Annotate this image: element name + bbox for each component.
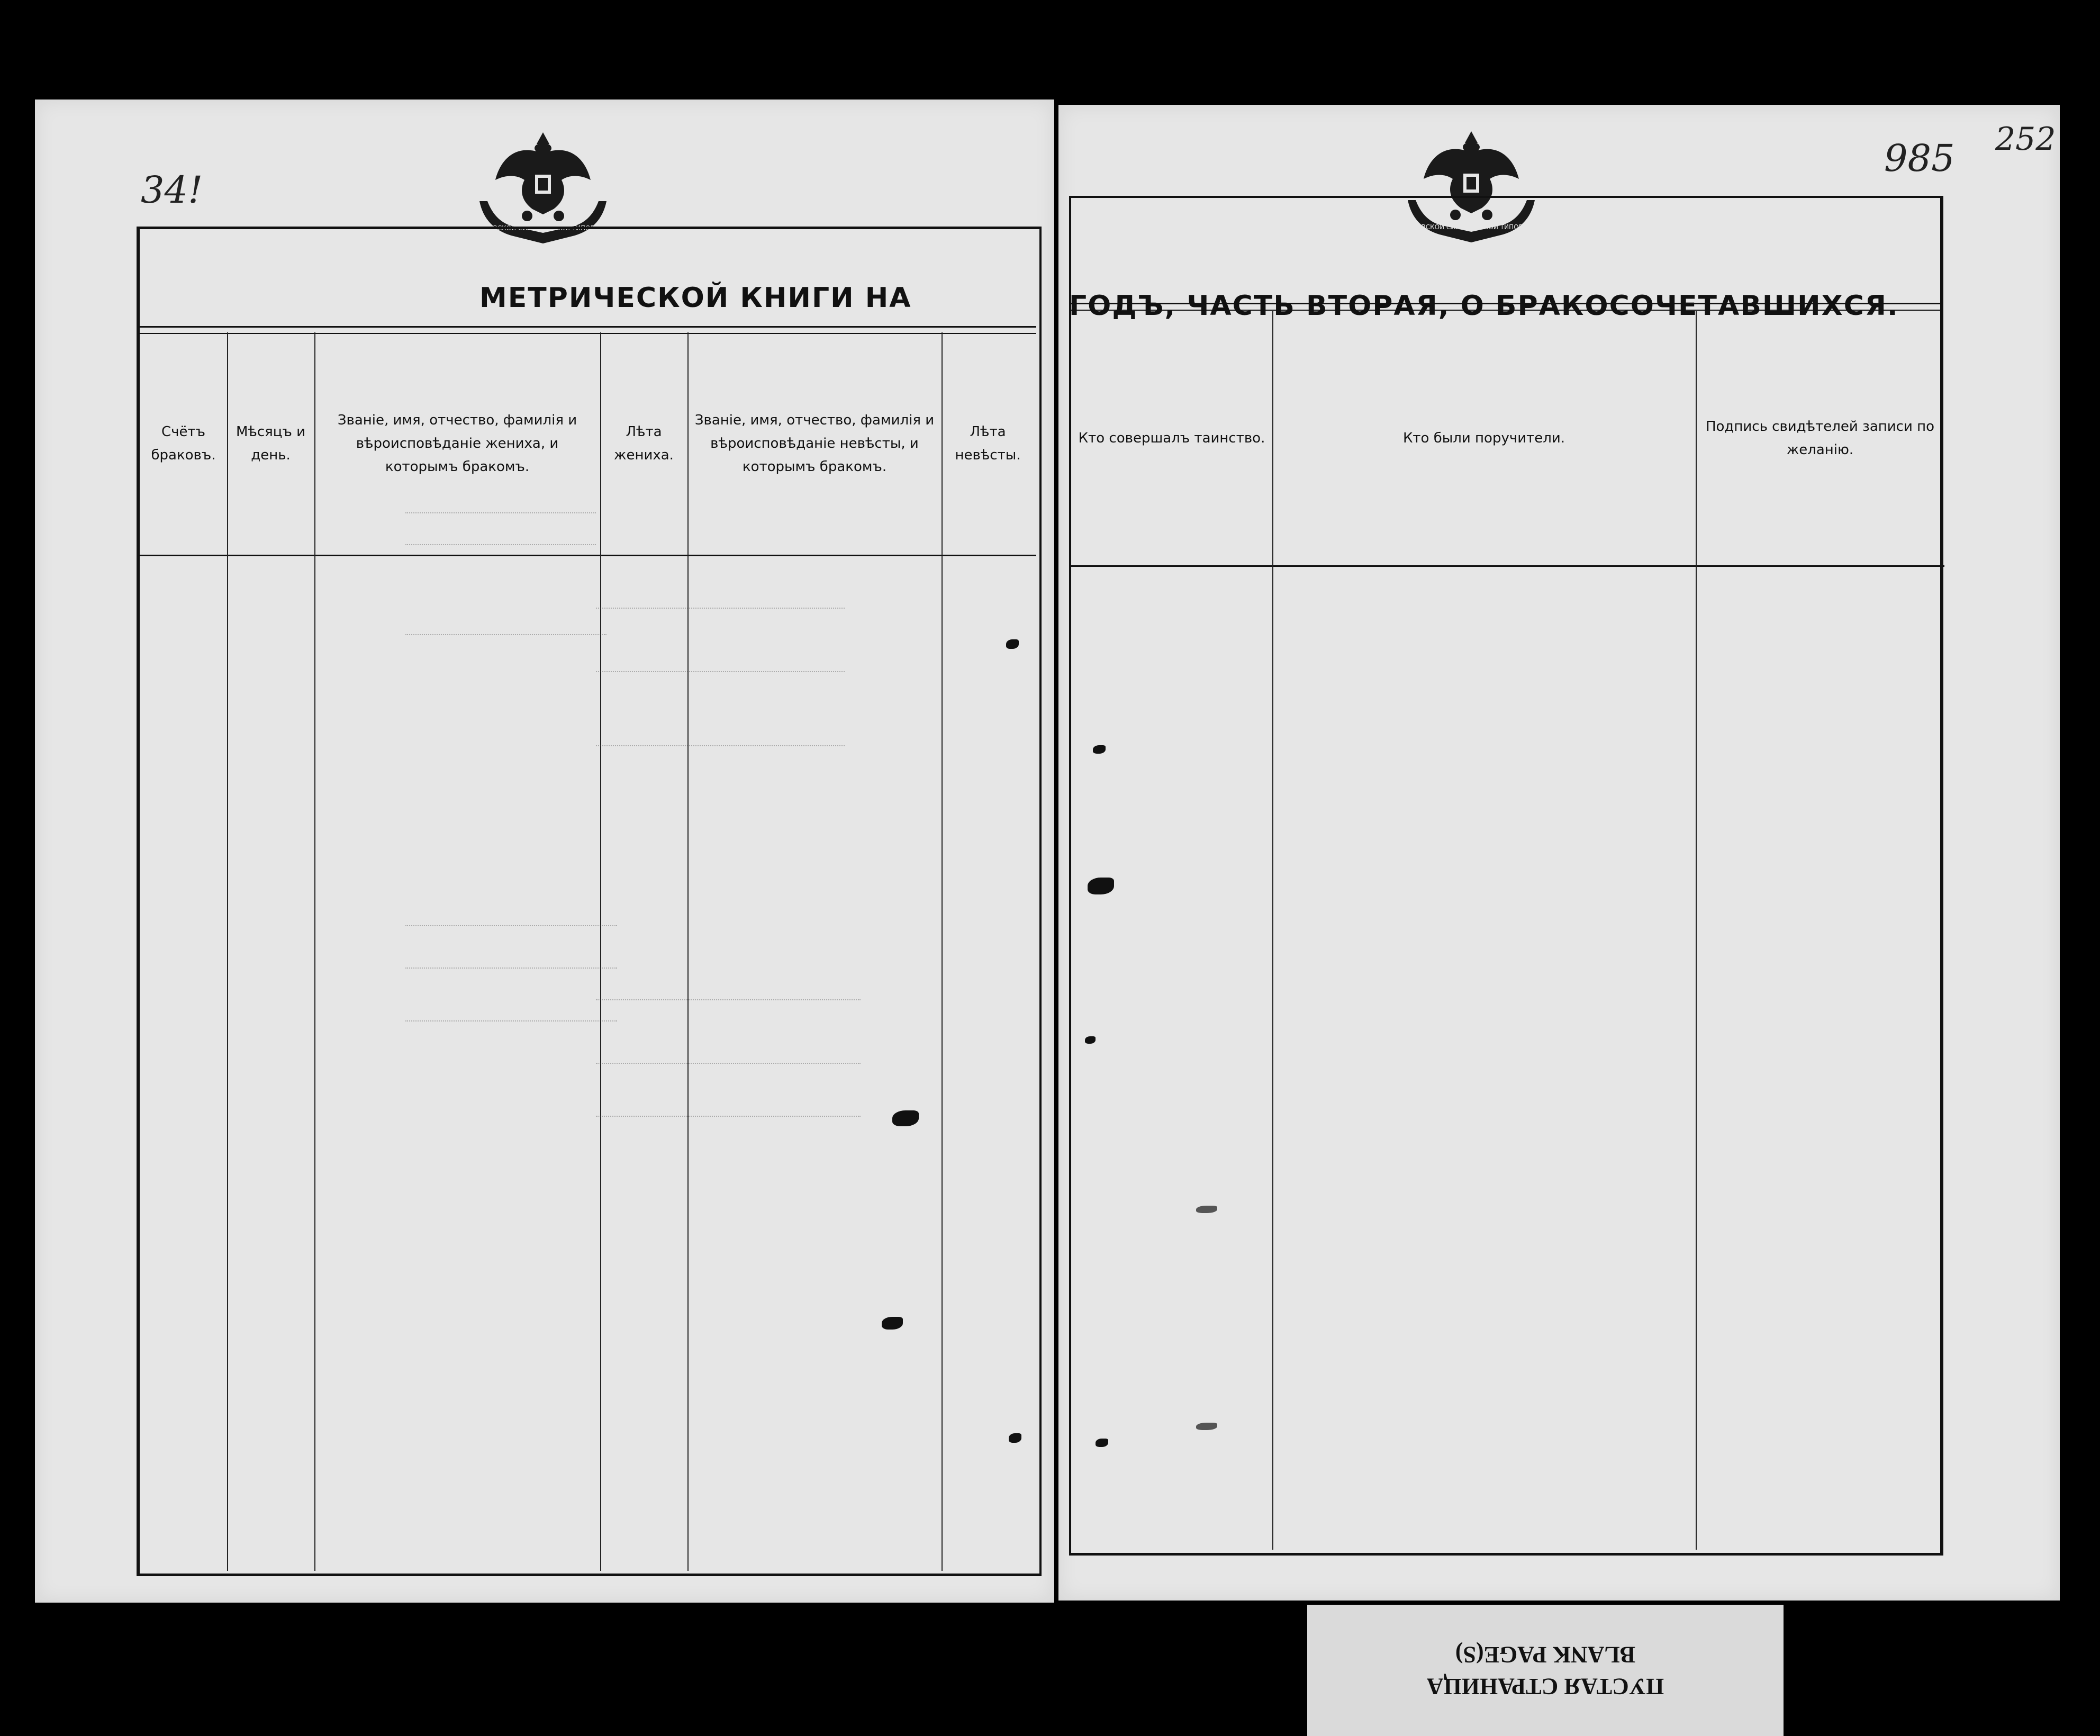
left-header-rule <box>140 555 1036 556</box>
column-header-marriage-count: Счётъ браковъ. <box>151 424 216 463</box>
faint-bleedthrough <box>405 634 607 635</box>
column-divider <box>687 332 689 1571</box>
column-divider <box>600 332 601 1571</box>
column-header-officiant: Кто совершалъ таинство. <box>1078 430 1265 446</box>
paper-hole <box>1088 878 1114 894</box>
faint-bleedthrough <box>405 1020 617 1021</box>
svg-text:МОСКОВСКОЙ СИНОДАЛЬНОЙ ТИПОГРА: МОСКОВСКОЙ СИНОДАЛЬНОЙ ТИПОГРАФИИ <box>468 224 618 232</box>
handwritten-page-number: 985 <box>1884 137 1955 180</box>
column-header-bride-age: Лѣта невѣсты. <box>955 424 1021 463</box>
column-divider <box>1696 311 1697 1550</box>
handwritten-sheet-number: 252 <box>1995 121 2056 158</box>
faint-bleedthrough <box>405 925 617 926</box>
faint-bleedthrough <box>405 512 596 513</box>
faint-bleedthrough <box>596 1063 861 1064</box>
paper-tear <box>1196 1423 1217 1430</box>
paper-tear <box>1196 1206 1217 1213</box>
svg-text:МОСКОВСКОЙ СИНОДАЛЬНОЙ ТИПОГРА: МОСКОВСКОЙ СИНОДАЛЬНОЙ ТИПОГРАФИИ <box>1397 223 1546 231</box>
paper-hole <box>1009 1433 1021 1443</box>
column-divider <box>314 332 315 1571</box>
faint-bleedthrough <box>405 968 617 969</box>
handwritten-corner-note: 34! <box>141 168 203 212</box>
faint-bleedthrough <box>596 608 845 609</box>
column-header-month-day: Мѣсяцъ и день. <box>236 424 306 463</box>
column-header-bride: Званіе, имя, отчество, фамилія и вѣроисповѣданіе невѣсты, и которымъ бракомъ. <box>694 412 935 475</box>
left-page-title: МЕТРИЧЕСКОЙ КНИГИ НА <box>479 282 912 314</box>
right-title-rule <box>1071 303 1942 311</box>
right-page-title: ГОДЪ, ЧАСТЬ ВТОРАЯ, О БРАКОСОЧЕТАВШИХСЯ. <box>1069 290 1899 322</box>
paper-hole <box>892 1110 919 1126</box>
paper-hole <box>1006 639 1019 649</box>
column-header-groom-age: Лѣта жениха. <box>614 424 674 463</box>
faint-bleedthrough <box>596 999 861 1000</box>
column-header-guarantors: Кто были поручители. <box>1402 430 1565 446</box>
faint-bleedthrough <box>405 544 596 545</box>
paper-hole <box>882 1317 903 1330</box>
right-header-rule <box>1071 565 1944 567</box>
paper-hole <box>1093 745 1106 754</box>
column-divider <box>942 332 943 1571</box>
stamp-line-russian: ПУСТАЯ СТРАНИЦА <box>1426 1674 1664 1699</box>
left-page <box>35 100 1054 1603</box>
column-divider <box>227 332 228 1571</box>
stamp-line-english: BLANK PAGE(S) <box>1455 1642 1636 1668</box>
right-page <box>1058 105 2060 1601</box>
column-divider <box>1272 311 1273 1550</box>
column-header-groom: Званіе, имя, отчество, фамилія и вѣроисповѣданіе жениха, и которымъ бракомъ. <box>337 412 577 475</box>
faint-bleedthrough <box>596 745 845 746</box>
faint-bleedthrough <box>596 671 845 672</box>
blank-page-stamp <box>1307 1605 1784 1736</box>
column-header-witness-signature: Подпись свидѣтелей записи по желанію. <box>1705 419 1935 458</box>
paper-hole <box>1096 1439 1108 1447</box>
left-column-headers <box>140 332 1036 555</box>
faint-bleedthrough <box>596 1116 861 1117</box>
paper-hole <box>1085 1036 1096 1044</box>
right-column-headers <box>1071 311 1944 565</box>
